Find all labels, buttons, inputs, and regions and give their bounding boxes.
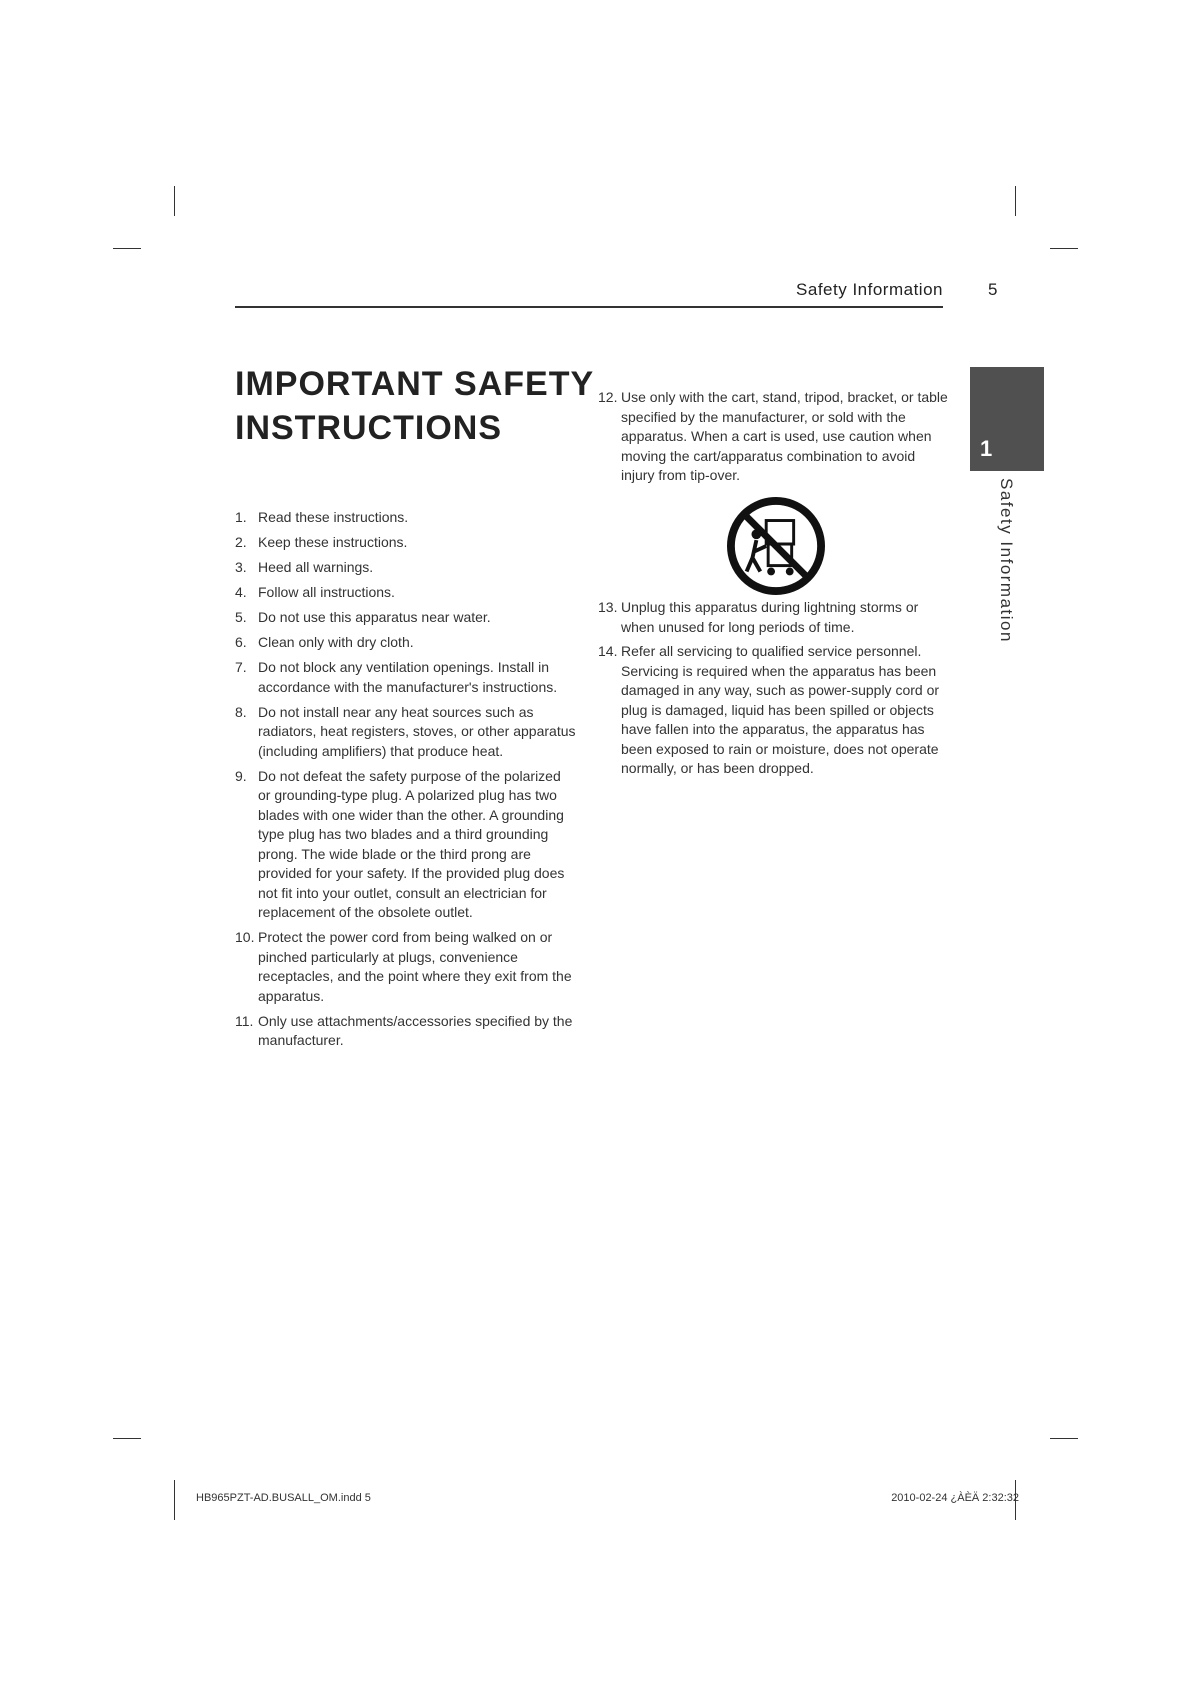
footer-timestamp: 2010-02-24 ¿ÀÈÄ 2:32:32 xyxy=(891,1492,1019,1504)
item-number: 11. xyxy=(235,1012,254,1029)
item-number: 4. xyxy=(235,584,247,600)
item-number: 7. xyxy=(235,659,247,675)
item-text: Do not defeat the safety purpose of the polarized or grounding-type plug. A polarized plug has two blades with one wider than the other. A grounding type plug has two blades and a third grounding prong. The wide blade or the third prong are provided for your safety. If the provided plug does not fit into your outlet, consult an electrician for replacement of the obsolete outlet. xyxy=(258,767,565,920)
crop-mark-right-upper xyxy=(1050,248,1078,249)
footer-filename: HB965PZT-AD.BUSALL_OM.indd 5 xyxy=(196,1492,371,1504)
item-text: Do not install near any heat sources such as radiators, heat registers, stoves, or other apparatus (including amplifiers) that produce heat. xyxy=(258,703,576,759)
list-item xyxy=(235,658,577,697)
item-number: 5. xyxy=(235,609,247,625)
header-title: Safety Information xyxy=(796,280,943,299)
title-line-2: INSTRUCTIONS xyxy=(235,409,502,447)
instructions-list-left xyxy=(235,508,577,1056)
item-text: Refer all servicing to qualified service personnel. Servicing is required when the apparatus has been damaged in any way, such as power-supply cord or plug is damaged, liquid has been spilled or objects have fallen into the apparatus, the apparatus has been exposed to rain or moisture, does not operate normally, or has been dropped. xyxy=(621,643,940,776)
crop-mark-left-lower xyxy=(113,1438,141,1439)
item-number: 12. xyxy=(598,389,618,405)
chapter-number: 1 xyxy=(980,436,993,461)
list-item xyxy=(235,558,577,578)
page-number: 5 xyxy=(988,280,998,299)
instructions-list-right-bottom xyxy=(598,598,950,784)
item-number: 1. xyxy=(235,509,247,525)
item-number: 8. xyxy=(235,703,247,720)
crop-mark-top-right xyxy=(1015,186,1016,216)
list-item xyxy=(598,642,950,779)
item-text: Clean only with dry cloth. xyxy=(258,634,414,650)
crop-mark-right-lower xyxy=(1050,1438,1078,1439)
list-item xyxy=(235,1012,577,1051)
item-text: Heed all warnings. xyxy=(258,559,374,575)
cart-tip-over-warning-icon xyxy=(727,497,825,595)
chapter-label: Safety Information xyxy=(997,478,1016,643)
crop-mark-top-left xyxy=(174,186,175,216)
page-header xyxy=(235,278,943,308)
item-text: Follow all instructions. xyxy=(258,584,395,600)
item-number: 3. xyxy=(235,559,247,575)
list-item xyxy=(235,608,577,628)
item-number: 13. xyxy=(598,599,618,615)
list-item xyxy=(598,388,950,486)
item-number: 14. xyxy=(598,643,618,659)
item-number: 2. xyxy=(235,534,247,550)
item-text: Read these instructions. xyxy=(258,509,409,525)
list-item xyxy=(235,703,577,762)
item-number: 6. xyxy=(235,634,247,650)
instructions-list-right-top xyxy=(598,388,950,491)
item-text: Do not use this apparatus near water. xyxy=(258,609,491,625)
item-text: Do not block any ventilation openings. Install in accordance with the manufacturer's instructions. xyxy=(258,659,558,695)
item-text: Unplug this apparatus during lightning storms or when unused for long periods of time. xyxy=(621,599,919,635)
title-line-1: IMPORTANT SAFETY xyxy=(235,365,595,403)
item-text: Use only with the cart, stand, tripod, bracket, or table specified by the manufacturer, or sold with the apparatus. When a cart is used, use caution when moving the cart/apparatus combination to avoid injury from tip-over. xyxy=(621,389,948,483)
item-text: Protect the power cord from being walked on or pinched particularly at plugs, convenience receptacles, and the point where they exit from the apparatus. xyxy=(258,929,572,1004)
list-item xyxy=(598,598,950,637)
list-item xyxy=(235,533,577,553)
list-item xyxy=(235,583,577,603)
item-number: 9. xyxy=(235,767,247,784)
list-item xyxy=(235,928,577,1006)
item-number: 10. xyxy=(235,929,255,945)
list-item xyxy=(235,633,577,653)
list-item xyxy=(235,767,577,923)
crop-mark-left-upper xyxy=(113,248,141,249)
list-item xyxy=(235,508,577,528)
page-title xyxy=(235,362,595,450)
item-text: Only use attachments/accessories specified by the manufacturer. xyxy=(258,1012,573,1048)
item-text: Keep these instructions. xyxy=(258,534,408,550)
crop-mark-bottom-left xyxy=(174,1480,175,1520)
